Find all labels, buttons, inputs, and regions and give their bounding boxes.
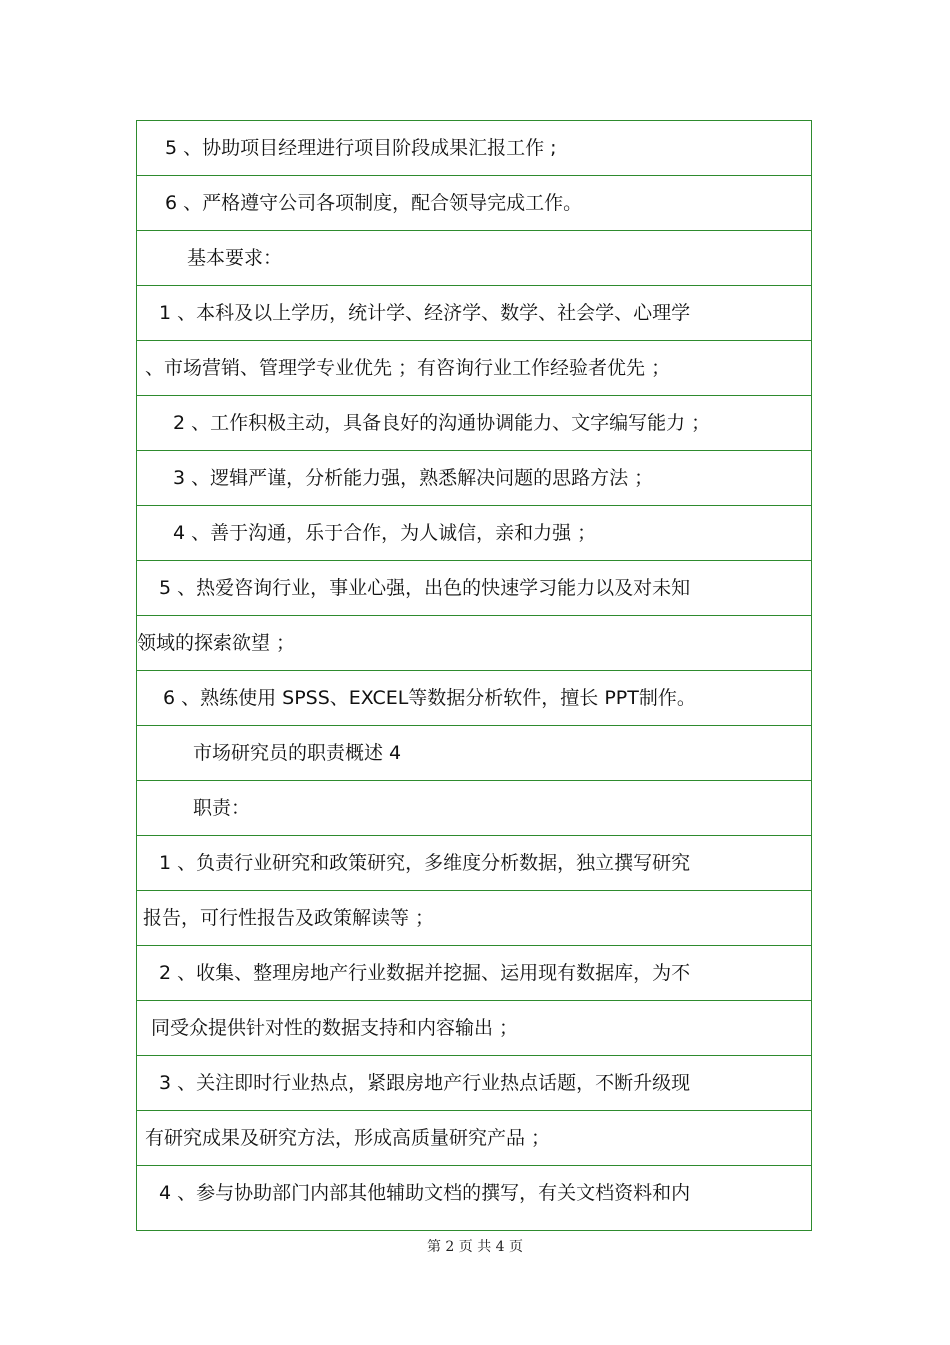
row-text: 3 、关注即时行业热点，紧跟房地产行业热点话题，不断升级现 bbox=[159, 1072, 691, 1094]
table-row bbox=[137, 1001, 811, 1056]
table-row bbox=[137, 506, 811, 561]
table-row bbox=[137, 726, 811, 781]
row-text: 2 、收集、整理房地产行业数据并挖掘、运用现有数据库，为不 bbox=[159, 962, 691, 984]
table-row bbox=[137, 396, 811, 451]
table-row bbox=[137, 671, 811, 726]
table-row bbox=[137, 891, 811, 946]
row-text: 2 、工作积极主动，具备良好的沟通协调能力、文字编写能力 ； bbox=[173, 412, 711, 434]
row-text: 基本要求： bbox=[187, 247, 283, 269]
table-row bbox=[137, 1166, 811, 1221]
table-row bbox=[137, 561, 811, 616]
row-text: 5 、协助项目经理进行项目阶段成果汇报工作 ; bbox=[165, 137, 557, 159]
table-row bbox=[137, 836, 811, 891]
table-row bbox=[137, 946, 811, 1001]
row-text: 6 、熟练使用 SPSS、EXCEL等数据分析软件，擅长 PPT制作。 bbox=[163, 687, 696, 709]
table-row bbox=[137, 286, 811, 341]
row-text: 、市场营销、管理学专业优先 ；有咨询行业工作经验者优先 ； bbox=[145, 357, 671, 379]
row-text: 5 、热爱咨询行业，事业心强，出色的快速学习能力以及对未知 bbox=[159, 577, 691, 599]
row-text: 有研究成果及研究方法，形成高质量研究产品 ； bbox=[145, 1127, 551, 1149]
table-row bbox=[137, 176, 811, 231]
row-text: 1 、负责行业研究和政策研究，多维度分析数据，独立撰写研究 bbox=[159, 852, 691, 874]
row-text: 报告，可行性报告及政策解读等 ； bbox=[143, 907, 435, 929]
table-row bbox=[137, 616, 811, 671]
table-row bbox=[137, 121, 811, 176]
row-text: 1 、本科及以上学历，统计学、经济学、数学、社会学、心理学 bbox=[159, 302, 691, 324]
row-text: 4 、善于沟通，乐于合作，为人诚信，亲和力强 ； bbox=[173, 522, 597, 544]
row-text: 职责： bbox=[193, 797, 251, 819]
page-footer: 第 2 页 共 4 页 bbox=[426, 1239, 524, 1255]
document-table bbox=[136, 120, 812, 1231]
table-row bbox=[137, 1111, 811, 1166]
row-text: 3 、逻辑严谨，分析能力强，熟悉解决问题的思路方法 ； bbox=[173, 467, 654, 489]
row-text: 领域的探索欲望 ； bbox=[137, 632, 296, 654]
row-text: 同受众提供针对性的数据支持和内容输出 ； bbox=[151, 1017, 519, 1039]
table-row bbox=[137, 231, 811, 286]
row-text: 4 、参与协助部门内部其他辅助文档的撰写，有关文档资料和内 bbox=[159, 1182, 691, 1204]
table-row bbox=[137, 341, 811, 396]
row-text: 市场研究员的职责概述 4 bbox=[193, 742, 402, 764]
table-row bbox=[137, 1056, 811, 1111]
row-text: 6 、严格遵守公司各项制度，配合领导完成工作。 bbox=[165, 192, 583, 214]
table-row bbox=[137, 781, 811, 836]
table-row bbox=[137, 451, 811, 506]
